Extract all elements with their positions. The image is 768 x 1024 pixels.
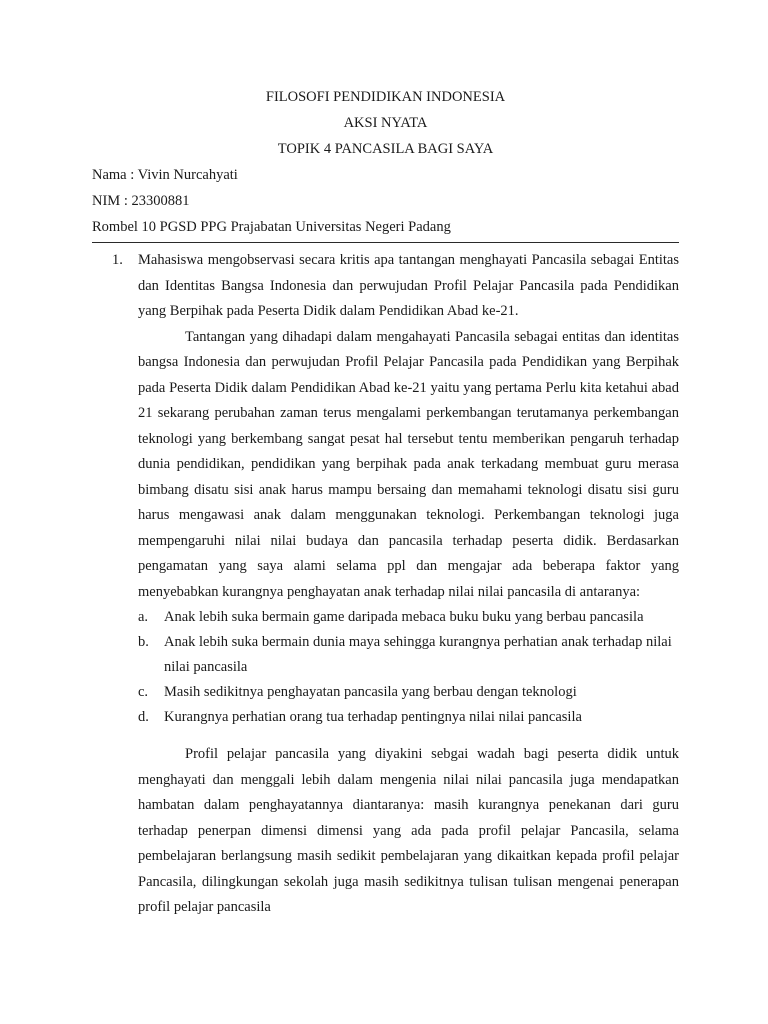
item-number: 1. bbox=[112, 252, 123, 268]
item-body bbox=[138, 248, 679, 921]
factor-text: Anak lebih suka bermain dunia maya sehingga kurangnya perhatian anak terhadap nilai nilai pancasila bbox=[164, 634, 672, 675]
student-name: Nama : Vivin Nurcahyati bbox=[92, 167, 238, 183]
factor-text: Anak lebih suka bermain game daripada mebaca buku buku yang berbau pancasila bbox=[164, 609, 644, 625]
document-header bbox=[92, 84, 679, 162]
factor-label: b. bbox=[138, 634, 149, 650]
factor-item-b bbox=[138, 630, 679, 680]
factor-item-c bbox=[138, 680, 679, 705]
factor-list bbox=[138, 605, 679, 730]
student-rombel: Rombel 10 PGSD PPG Prajabatan Universitas Negeri Padang bbox=[92, 214, 679, 243]
answer-paragraph-2: Profil pelajar pancasila yang diyakini sebgai wadah bagi peserta didik untuk menghayati dan menggali lebih dalam mengenia nilai nilai pancasila juga mendapatkan hambatan dalam penghayatannya diantaranya: masih kurangnya penekanan dari guru terhadap penerpan dimensi dimensi yang ada pada profil pelajar Pancasila, selama pembelajaran berlangsung masih sedikit pembelajaran yang dikaitkan kepada profil pelajar Pancasila, dilingkungan sekolah juga masih sedikitnya tulisan tulisan mengenai penerapan profil pelajar pancasila bbox=[138, 746, 679, 915]
answer-paragraph-1: Tantangan yang dihadapi dalam mengahayati Pancasila sebagai entitas dan identitas bangsa Indonesia dan perwujudan Profil Pelajar Pancasila pada Pendidikan yang Berpihak pada Peserta Didik dalam Pendidikan Abad ke-21 yaitu yang pertama Perlu kita ketahui abad 21 sekarang perubahan zaman terus mengalami perkembangan terutamanya perkembangan teknologi yang berkembang sangat pesat hal tersebut tentu memberikan pengaruh terhadap dunia pendidikan, pendidikan yang berpihak pada anak terkadang membuat guru merasa bimbang disatu sisi anak harus mampu bersaing dan memahami teknologi disatu sisi guru harus mengawasi anak dalam menggunakan teknologi. Perkembangan teknologi juga mempengaruhi nilai nilai budaya dan pancasila terhadap peserta didik. Berdasarkan pengamatan yang saya alami selama ppl dan mengajar ada beberapa faktor yang menyebabkan kurangnya penghayatan anak terhadap nilai nilai pancasila di antaranya: bbox=[138, 328, 679, 600]
factor-label: d. bbox=[138, 709, 149, 725]
factor-item-d bbox=[138, 705, 679, 730]
factor-text: Masih sedikitnya penghayatan pancasila yang berbau dengan teknologi bbox=[164, 684, 577, 700]
document-topic: TOPIK 4 PANCASILA BAGI SAYA bbox=[277, 141, 494, 157]
paragraph-gap bbox=[138, 730, 679, 742]
numbered-item-1 bbox=[92, 248, 679, 921]
factor-item-a bbox=[138, 605, 679, 630]
item-question: Mahasiswa mengobservasi secara kritis apa tantangan menghayati Pancasila sebagai Entitas dan Identitas Bangsa Indonesia dan perwujudan Profil Pelajar Pancasila pada Pendidikan yang Berpihak pada Peserta Didik dalam Pendidikan Abad ke-21. bbox=[138, 252, 679, 319]
factor-text: Kurangnya perhatian orang tua terhadap pentingnya nilai nilai pancasila bbox=[164, 709, 582, 725]
factor-label: c. bbox=[138, 684, 149, 700]
factor-label: a. bbox=[138, 609, 149, 625]
document-subtitle: AKSI NYATA bbox=[343, 115, 428, 131]
student-nim: NIM : 23300881 bbox=[92, 193, 190, 209]
identity-block bbox=[92, 162, 679, 243]
document-page bbox=[92, 84, 679, 921]
document-title: FILOSOFI PENDIDIKAN INDONESIA bbox=[265, 89, 506, 105]
